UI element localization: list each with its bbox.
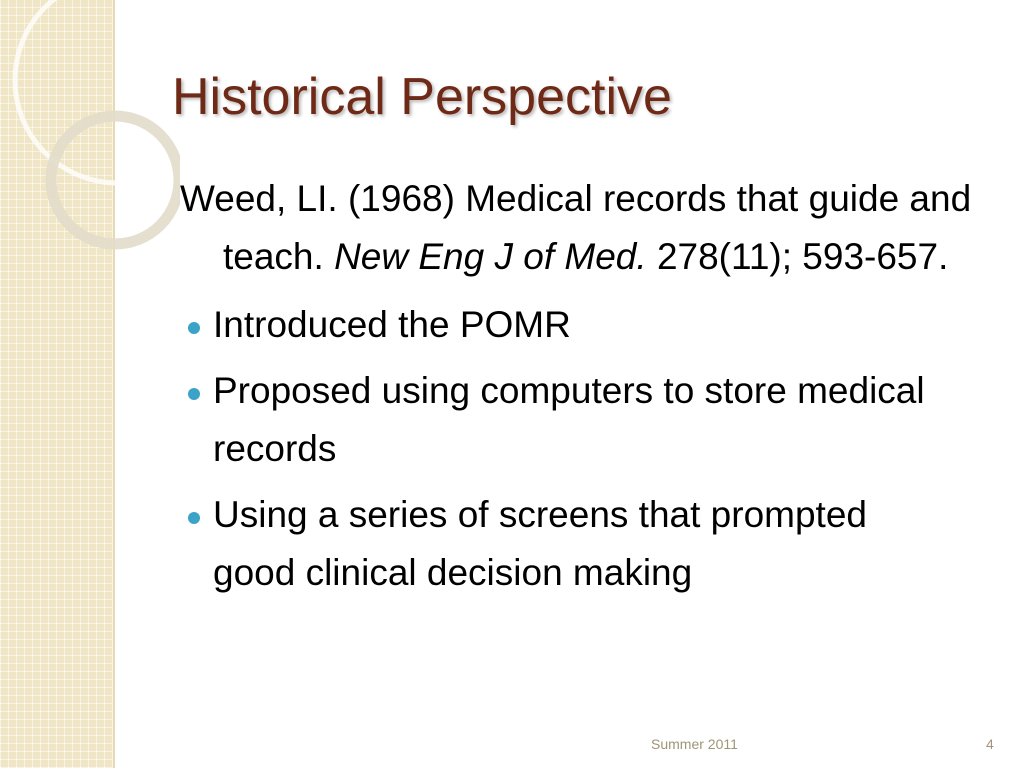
footer-date: Summer 2011: [651, 736, 738, 752]
bullet-list: [180, 296, 980, 602]
bullet-item: [180, 296, 953, 354]
slide-number: 4: [986, 736, 994, 752]
bullet-text: Using a series of screens that prompted good clinical decision making: [213, 494, 867, 593]
decorative-rings: [0, 0, 180, 260]
bullet-dot-icon: [188, 322, 200, 334]
decorative-ring-small: [51, 116, 179, 244]
reference-publication: New Eng J of Med.: [334, 236, 647, 277]
slide-title: Historical Perspective: [172, 68, 672, 126]
bullet-text: Proposed using computers to store medical records: [213, 370, 925, 469]
bullet-dot-icon: [188, 388, 200, 400]
bullet-item: [180, 362, 953, 478]
reference-citation: [180, 170, 1003, 286]
bullet-item: [180, 486, 953, 602]
slide-body: [180, 170, 980, 610]
bullet-text: Introduced the POMR: [213, 304, 571, 345]
reference-text: Weed, LI. (1968) Medical records that guide and teach.: [180, 178, 972, 277]
decorative-ring-large: [15, 0, 180, 183]
bullet-dot-icon: [188, 512, 200, 524]
reference-volume-pages: 278(11); 593-657.: [646, 236, 949, 277]
